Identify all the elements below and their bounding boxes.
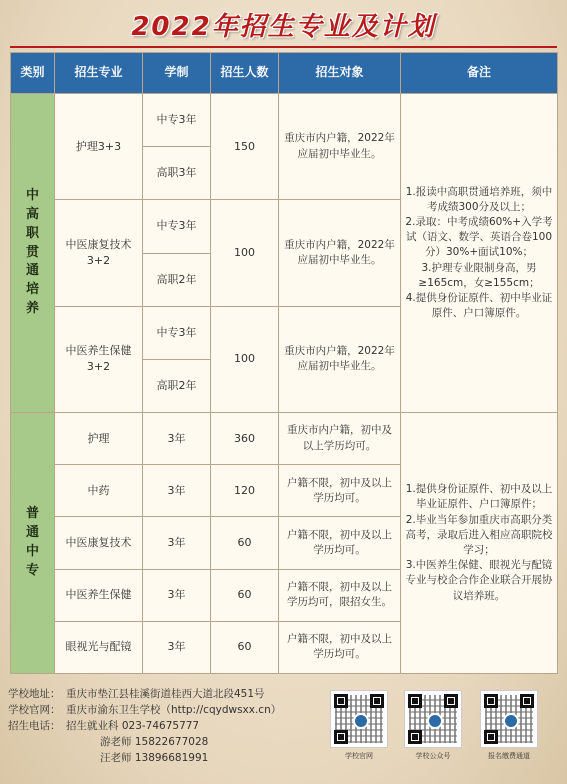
title-underline — [10, 46, 557, 48]
table-row — [11, 413, 558, 465]
target-cell: 户籍不限，初中及以上学历均可。 — [279, 517, 401, 569]
count-cell: 60 — [211, 517, 279, 569]
qr-label: 学校官网 — [345, 752, 373, 760]
major-cell: 眼视光与配镜 — [55, 621, 143, 673]
target-cell: 户籍不限，初中及以上学历均可。 — [279, 621, 401, 673]
website-link[interactable]: 重庆市渝东卫生学校（http://cqydwsxx.cn） — [66, 704, 282, 716]
website-label: 学校官网： — [8, 704, 61, 716]
qr-label: 学校公众号 — [415, 752, 451, 760]
count-cell: 360 — [211, 413, 279, 465]
phone-value: 招生就业科 023-74675777 — [66, 720, 200, 732]
count-cell: 100 — [211, 200, 279, 306]
table-header-row — [11, 53, 558, 94]
enrollment-table — [10, 52, 558, 674]
major-cell: 中药 — [55, 465, 143, 517]
notes-cell: 1.报读中高职贯通培养班，须中考成绩300分及以上； 2.录取：中考成绩60%+入学考试（语文、数学、英语合卷100分）30%+面试10%； 3.护理专业限制身高，男≥165cm，女≥155cm； 4.提供身份证原件、初中毕业证原件、户口簿原件。 — [401, 94, 558, 413]
count-cell: 150 — [211, 94, 279, 200]
target-cell: 重庆市内户籍，初中及以上学历均可。 — [279, 413, 401, 465]
header-duration: 学制 — [143, 53, 211, 94]
notes-cell: 1.提供身份证原件、初中及以上毕业证原件、户口簿原件； 2.毕业当年参加重庆市高职分类高考，录取后进入相应高职院校学习； 3.中医养生保健、眼视光与配镜专业与校企合作企业联合开展协议培养班。 — [401, 413, 558, 674]
contact-row: 汪老师 13896681991 — [100, 752, 209, 764]
duration-cell: 3年 — [143, 569, 211, 621]
duration-cell: 3年 — [143, 413, 211, 465]
website-row — [8, 702, 281, 718]
address-row — [8, 686, 281, 702]
count-cell: 60 — [211, 569, 279, 621]
school-info — [8, 686, 281, 766]
contact-row: 游老师 15822677028 — [100, 736, 209, 748]
duration-cell: 高职2年 — [143, 253, 211, 306]
header-major: 招生专业 — [55, 53, 143, 94]
major-cell: 中医康复技术 — [55, 517, 143, 569]
duration-cell: 高职3年 — [143, 147, 211, 200]
qr-code-icon — [480, 690, 538, 748]
address-label: 学校地址： — [8, 688, 61, 700]
duration-cell: 高职2年 — [143, 359, 211, 412]
target-cell: 重庆市内户籍，2022年应届初中毕业生。 — [279, 306, 401, 412]
category-label: 中高职贯通培养 — [25, 188, 39, 317]
page-title: 2022年招生专业及计划 — [131, 12, 436, 42]
count-cell: 120 — [211, 465, 279, 517]
count-cell: 100 — [211, 306, 279, 412]
duration-cell: 中专3年 — [143, 306, 211, 359]
major-cell: 中医康复技术3+2 — [55, 200, 143, 306]
duration-cell: 3年 — [143, 517, 211, 569]
duration-cell: 3年 — [143, 621, 211, 673]
qr-official-account[interactable] — [404, 690, 462, 761]
header-notes: 备注 — [401, 53, 558, 94]
major-cell: 中医养生保健3+2 — [55, 306, 143, 412]
qr-official-site[interactable] — [330, 690, 388, 761]
qr-code-icon — [404, 690, 462, 748]
major-cell: 中医养生保健 — [55, 569, 143, 621]
category-cell — [11, 413, 55, 674]
header-count: 招生人数 — [211, 53, 279, 94]
header-category: 类别 — [11, 53, 55, 94]
count-cell: 60 — [211, 621, 279, 673]
target-cell: 户籍不限，初中及以上学历均可，限招女生。 — [279, 569, 401, 621]
major-cell: 护理3+3 — [55, 94, 143, 200]
qr-code-icon — [330, 690, 388, 748]
major-cell: 护理 — [55, 413, 143, 465]
table-row — [11, 94, 558, 147]
duration-cell: 3年 — [143, 465, 211, 517]
phone-label: 招生电话： — [8, 720, 61, 732]
target-cell: 户籍不限，初中及以上学历均可。 — [279, 465, 401, 517]
duration-cell: 中专3年 — [143, 94, 211, 147]
category-cell — [11, 94, 55, 413]
qr-label: 报名缴费通道 — [488, 752, 530, 760]
header-target: 招生对象 — [279, 53, 401, 94]
qr-enrollment-payment[interactable] — [480, 690, 538, 761]
target-cell: 重庆市内户籍，2022年应届初中毕业生。 — [279, 200, 401, 306]
target-cell: 重庆市内户籍，2022年应届初中毕业生。 — [279, 94, 401, 200]
category-label: 普通中专 — [25, 506, 39, 578]
address-value: 重庆市垫江县桂溪街道桂西大道北段451号 — [66, 688, 265, 700]
phone-row — [8, 718, 281, 734]
duration-cell: 中专3年 — [143, 200, 211, 253]
